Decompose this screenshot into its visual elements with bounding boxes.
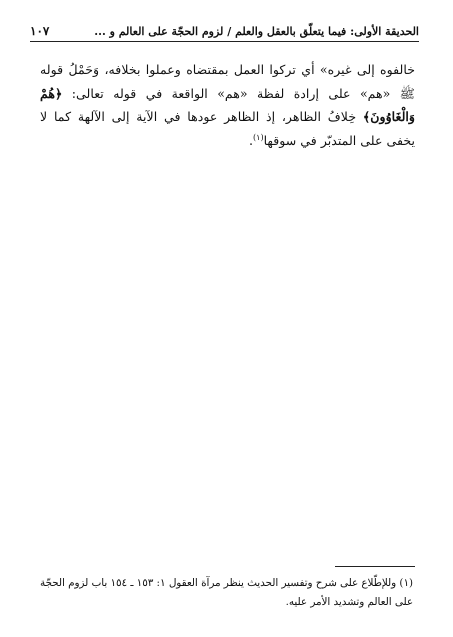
quran-quote: ﴿هُمْ وَالْغَاوُونَ﴾ [40, 85, 416, 124]
footnote-reference: (١) [253, 132, 264, 142]
footnote: (١) وللإطّلاع على شرح وتفسير الحديث ينظر مرآة العقول ١: ١٥٣ ـ ١٥٤ باب لزوم الحجّة على العالم وتشديد الأمر عليه. [40, 577, 413, 608]
running-header-title: الحديقة الأولى: فيما يتعلّق بالعقل والعلم / لزوم الحجّة على العالم و ... [94, 25, 419, 38]
body-text-segment: خالفوه إلى غيره» أي تركوا العمل بمقتضاه وعملوا بخلافه، وَحَمْلُ قوله ﷺ «هم» على إرادة لفظة «هم» الواقعة في قوله تعالى: [40, 62, 415, 101]
running-header [30, 18, 419, 38]
body-text-segment: خِلافُ الظاهر، إذ الظاهر عودها في الآية إلى الآلهة كما لا يخفى على المتدبّر في سوقها [40, 109, 415, 148]
sentence-end: . [249, 132, 254, 148]
body-paragraph [40, 58, 415, 152]
header-divider [30, 41, 419, 42]
footnote-divider [335, 566, 415, 567]
page-number: ١٠٧ [30, 24, 50, 38]
